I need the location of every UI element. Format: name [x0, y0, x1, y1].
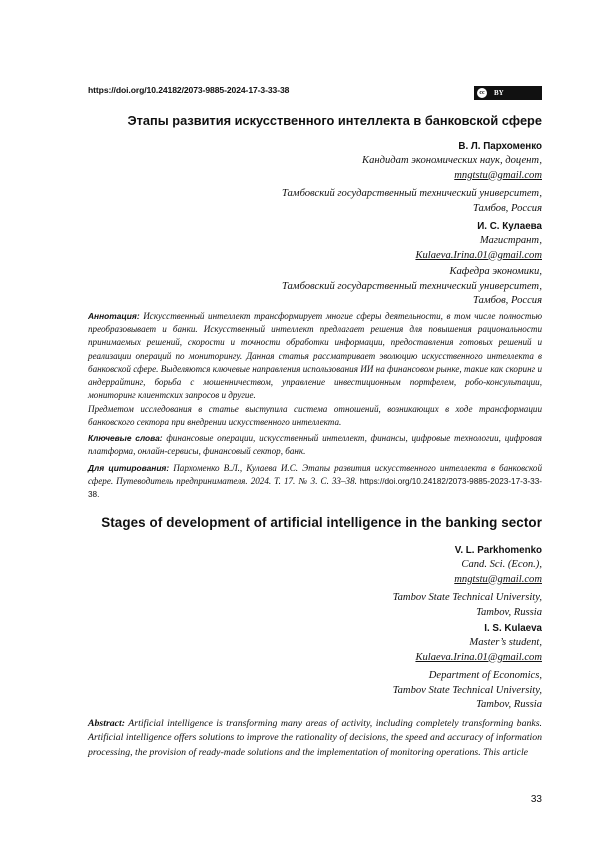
title-en: Stages of development of artificial intelligence in the banking sector — [101, 515, 542, 530]
author2-ru-position: Магистрант, — [479, 235, 542, 246]
author2-en-org: Tambov State Technical University, — [392, 684, 542, 696]
author2-ru-block — [282, 221, 542, 309]
abstract-ru — [88, 310, 542, 402]
author1-en-email[interactable]: mngtstu@gmail.com — [454, 573, 542, 585]
author1-ru-email[interactable]: mngtstu@gmail.com — [454, 169, 542, 181]
author2-ru-email[interactable]: Kulaeva.Irina.01@gmail.com — [415, 249, 542, 261]
abstract-ru-label: Аннотация: — [88, 311, 140, 321]
author1-ru-org: Тамбовский государственный технический университет, — [282, 188, 542, 199]
abstract-en-text: Artificial intelligence is transforming many areas of activity, including completely transforming banks. Artificial intelligence offers solutions to improve the rationality of decisions, the speed and accuracy of information processing, the provision of ready-made solutions and the implementation of monitoring operations. This article — [88, 718, 542, 758]
abstract-en — [88, 717, 542, 760]
author2-en-position: Master’s student, — [469, 637, 542, 648]
author1-en-city: Tambov, Russia — [476, 606, 542, 618]
doi-link[interactable]: https://doi.org/10.24182/2073-9885-2024-17-3-33-38 — [88, 85, 290, 95]
author2-en-name: I. S. Kulaeva — [484, 623, 542, 634]
author1-en-name: V. L. Parkhomenko — [454, 545, 542, 556]
citation-ru-label: Для цитирования: — [88, 463, 170, 473]
author2-ru-dept: Кафедра экономики, — [449, 266, 542, 277]
author2-ru-name: И. С. Кулаева — [477, 221, 542, 232]
citation-ru — [88, 462, 542, 502]
author1-ru-city: Тамбов, Россия — [473, 202, 542, 214]
author2-en-dept: Department of Economics, — [428, 670, 542, 681]
author1-en-block — [393, 545, 542, 620]
author1-en-degree: Cand. Sci. (Econ.), — [461, 559, 542, 570]
author2-ru-org: Тамбовский государственный технический университет, — [282, 280, 542, 292]
author1-ru-name: В. Л. Пархоменко — [458, 141, 542, 152]
keywords-ru-text: финансовые операции, искусственный интеллект, финансы, цифровые технологии, цифровая платформа, онлайн-сервисы, финансовый сектор, банк. — [88, 433, 542, 457]
author1-ru-block — [282, 141, 542, 216]
title-ru: Этапы развития искусственного интеллекта в банковской сфере — [127, 113, 542, 128]
author2-ru-city: Тамбов, Россия — [473, 295, 542, 306]
author2-en-block — [393, 623, 542, 713]
cc-by-license-badge[interactable] — [474, 86, 542, 100]
by-label: BY — [494, 89, 504, 97]
author1-en-org: Tambov State Technical University, — [392, 592, 542, 603]
author2-en-email[interactable]: Kulaeva.Irina.01@gmail.com — [415, 651, 542, 663]
author2-en-city: Tambov, Russia — [476, 699, 542, 710]
creative-commons-icon: cc — [476, 87, 488, 99]
citation-ru-text: Пархоменко В.Л., Кулаева И.С. Этапы развития искусственного интеллекта в банковской сфере. Путеводитель предпринимателя. 2024. Т. 17. № 3. С. 33–38. — [88, 463, 542, 487]
page-number: 33 — [530, 794, 542, 805]
keywords-ru — [88, 432, 542, 458]
subject-ru: Предметом исследования в статье выступила система отношений, возникающих в ходе трансформации банковского сектора при внедрении искусственного интеллекта. — [88, 404, 542, 428]
keywords-ru-label: Ключевые слова: — [88, 433, 163, 443]
abstract-ru-text: Искусственный интеллект трансформирует многие сферы деятельности, в том числе полностью преобразовывает и банки. Искусственный интеллект предлагает решения для повышения рациональности принимаемых решений, скорости и точности обработки информации, предоставления готовых решений и реализации операций по мониторингу. Данная статья рассматривает эволюцию искусственного интеллекта в банковской сфере. Выделяются ключевые направления использования ИИ на финансовом рынке, такие как скоринг и андеррайтинг, борьба с мошенничеством, управление инвестиционным портфелем, робо-консультации, мониторинг клиентских запросов и другие. — [88, 311, 542, 401]
abstract-en-label: Abstract: — [88, 718, 126, 729]
citation-ru-doi[interactable]: https://doi.org/10.24182/2073-9885-2023-17-3-33-38. — [88, 477, 542, 500]
author1-ru-degree: Кандидат экономических наук, доцент, — [362, 155, 542, 166]
